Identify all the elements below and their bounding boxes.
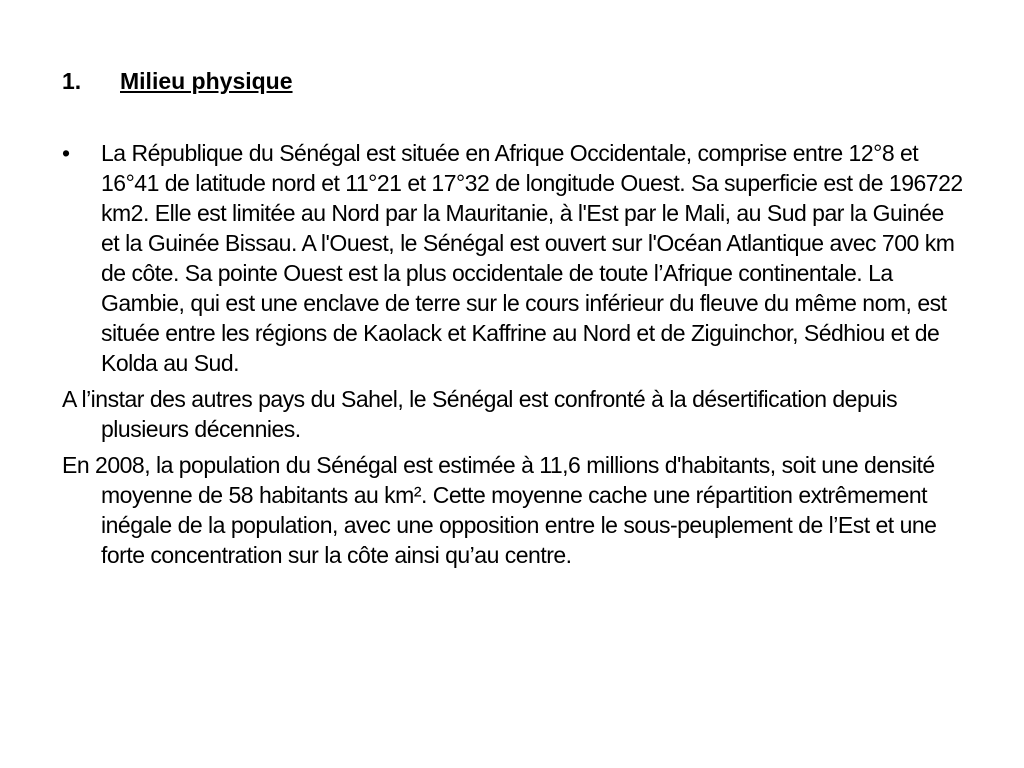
paragraph-desertification <box>62 384 967 444</box>
section-heading <box>62 66 293 96</box>
paragraph-population <box>62 450 967 570</box>
paragraph-text: La République du Sénégal est située en Afrique Occidentale, comprise entre 12°8 et 16°41 de latitude nord et 11°21 et 17°32 de longitude Ouest. Sa superficie est de 196722 km2. Elle est limitée au Nord par la Mauritanie, à l'Est par le Mali, au Sud par la Guinée et la Guinée Bissau. A l'Ouest, le Sénégal est ouvert sur l'Océan Atlantique avec 700 km de côte. Sa pointe Ouest est la plus occidentale de toute l’Afrique continentale. La Gambie, qui est une enclave de terre sur le cours inférieur du fleuve du même nom, est située entre les régions de Kaolack et Kaffrine au Nord et de Ziguinchor, Sédhiou et de Kolda au Sud. <box>101 140 963 376</box>
bullet-icon: • <box>62 140 70 166</box>
bullet-paragraph-geography <box>62 138 967 378</box>
paragraph-text: En 2008, la population du Sénégal est estimée à 11,6 millions d'habitants, soit une densité moyenne de 58 habitants au km². Cette moyenne cache une répartition extrêmement inégale de la population, avec une opposition entre le sous-peuplement de l’Est et une forte concentration sur la côte ainsi qu’au centre. <box>62 452 937 568</box>
section-number: 1. <box>62 68 82 94</box>
paragraph-text: A l’instar des autres pays du Sahel, le Sénégal est confronté à la désertification depuis plusieurs décennies. <box>62 386 898 442</box>
section-title: Milieu physique <box>120 68 293 94</box>
slide-body <box>62 138 967 576</box>
